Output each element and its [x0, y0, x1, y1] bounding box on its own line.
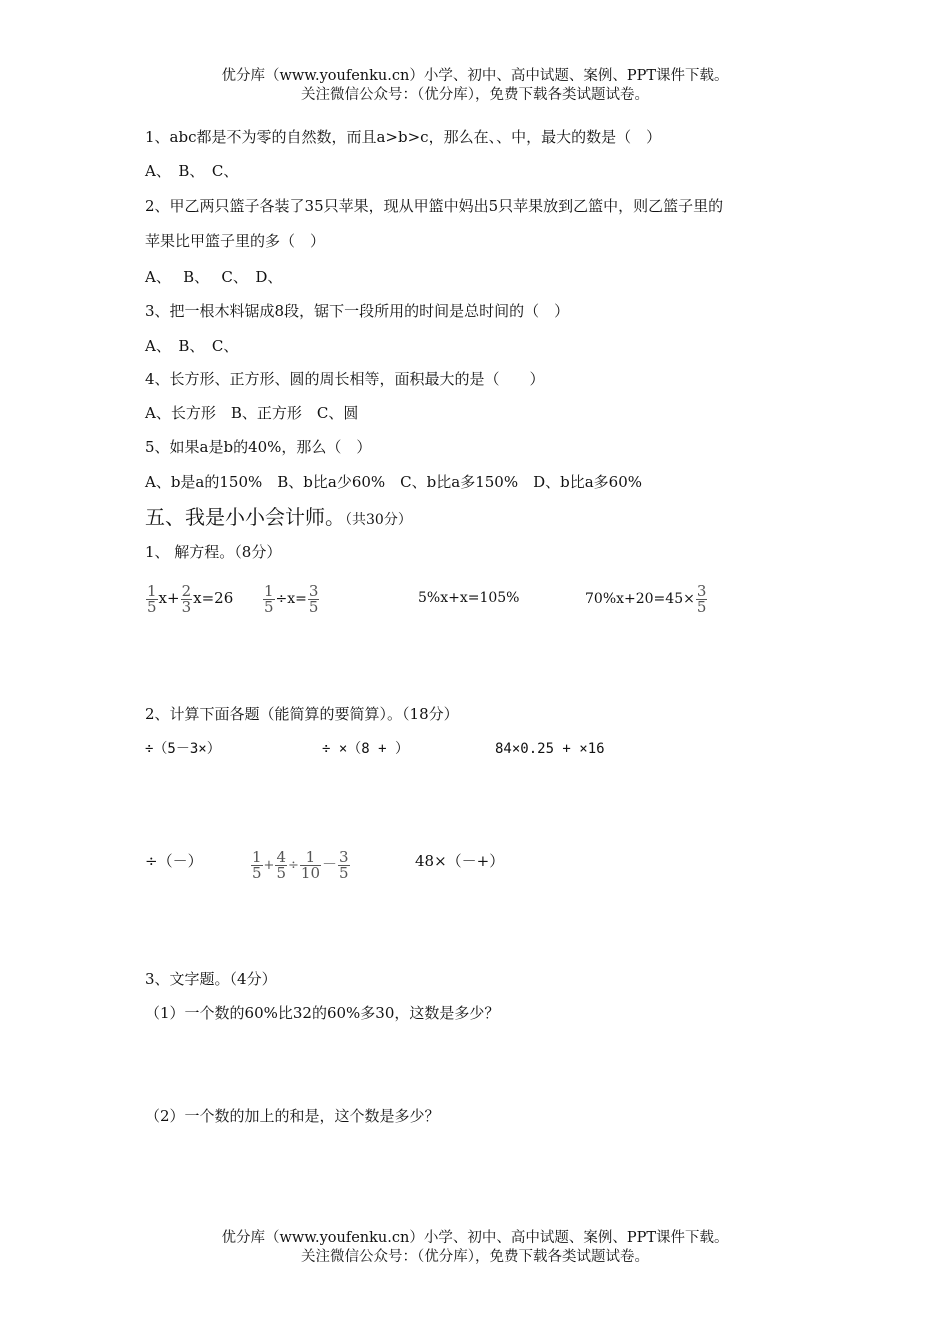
section-5-heading: 五、我是小小会计师。 — [145, 505, 345, 529]
question-3: 3、把一根木料锯成8段，锯下一段所用的时间是总时间的（ ） — [145, 302, 570, 320]
question-2-continued: 苹果比甲篮子里的多（ ） — [145, 232, 326, 250]
q1-title: 1、 解方程。（8分） — [145, 543, 282, 561]
fraction: $\frac{1}{5}$ — [264, 581, 274, 616]
section-5-title — [145, 505, 412, 532]
calc-3: 84×0.25 + ×16 — [495, 741, 605, 757]
calc-2: ÷ ×（8 + ） — [322, 741, 410, 757]
fraction: $\frac{4}{5}$ — [276, 847, 286, 882]
fraction: $\frac{3}{5}$ — [696, 581, 707, 616]
question-2-options: A、 B、 C、 D、 — [145, 268, 283, 286]
calc-5: $\frac{1}{5}$ + $\frac{4}{5}$ ÷ $\frac{1}{10}$ － $\frac{3}{5}$ — [252, 847, 349, 882]
fraction: $\frac{2}{3}$ — [181, 581, 192, 616]
question-5: 5、如果a是b的40%，那么（ ） — [145, 438, 372, 456]
equation-3: 5%x+x=105% — [418, 590, 520, 606]
question-5-options: A、b是a的150% B、b比a少60% C、b比a多150% D、b比a多60% — [145, 473, 642, 491]
header-line-2: 关注微信公众号：（优分库），免费下载各类试题试卷。 — [301, 87, 649, 103]
calc-1: ÷（5－3×） — [145, 741, 221, 757]
q2-title: 2、计算下面各题（能简算的要简算）。（18分） — [145, 705, 459, 723]
equation-1: $\frac{1}{5}$ x+ $\frac{2}{3}$ x=26 — [147, 581, 234, 616]
word-problem-2: （2）一个数的加上的和是，这个数是多少？ — [145, 1107, 440, 1125]
equation-2: $\frac{1}{5}$ ÷x= $\frac{3}{5}$ — [264, 581, 319, 616]
footer-line-1: 优分库（www.youfenku.cn）小学、初中、高中试题、案例、PPT课件下载。 — [221, 1230, 729, 1246]
calc-6: 48×（－+） — [415, 852, 505, 870]
footer-line-2: 关注微信公众号：（优分库），免费下载各类试题试卷。 — [301, 1249, 649, 1265]
fraction: $\frac{1}{10}$ — [300, 847, 320, 882]
question-4-options: A、长方形 B、正方形 C、圆 — [145, 404, 359, 422]
question-4: 4、长方形、正方形、圆的周长相等，面积最大的是（ ） — [145, 370, 545, 388]
fraction: $\frac{3}{5}$ — [308, 581, 319, 616]
section-5-score: （共30分） — [345, 512, 412, 528]
header-line-1: 优分库（www.youfenku.cn）小学、初中、高中试题、案例、PPT课件下载。 — [221, 68, 729, 84]
fraction: $\frac{3}{5}$ — [339, 847, 349, 882]
word-problem-1: （1）一个数的60%比32的60%多30，这数是多少？ — [145, 1004, 500, 1022]
question-2: 2、甲乙两只篮子各装了35只苹果，现从甲篮中妈出5只苹果放到乙篮中，则乙篮子里的 — [145, 197, 724, 215]
fraction: $\frac{1}{5}$ — [147, 581, 157, 616]
question-1: 1、abc都是不为零的自然数，而且a>b>c，那么在、、中，最大的数是（ ） — [145, 128, 662, 146]
calc-4: ÷（－） — [145, 852, 203, 870]
equation-4: 70%x+20=45× $\frac{3}{5}$ — [585, 581, 707, 616]
question-3-options: A、 B、 C、 — [145, 337, 239, 355]
q3-title: 3、文字题。（4分） — [145, 970, 277, 988]
question-1-options: A、 B、 C、 — [145, 162, 239, 180]
fraction: $\frac{1}{5}$ — [252, 847, 262, 882]
